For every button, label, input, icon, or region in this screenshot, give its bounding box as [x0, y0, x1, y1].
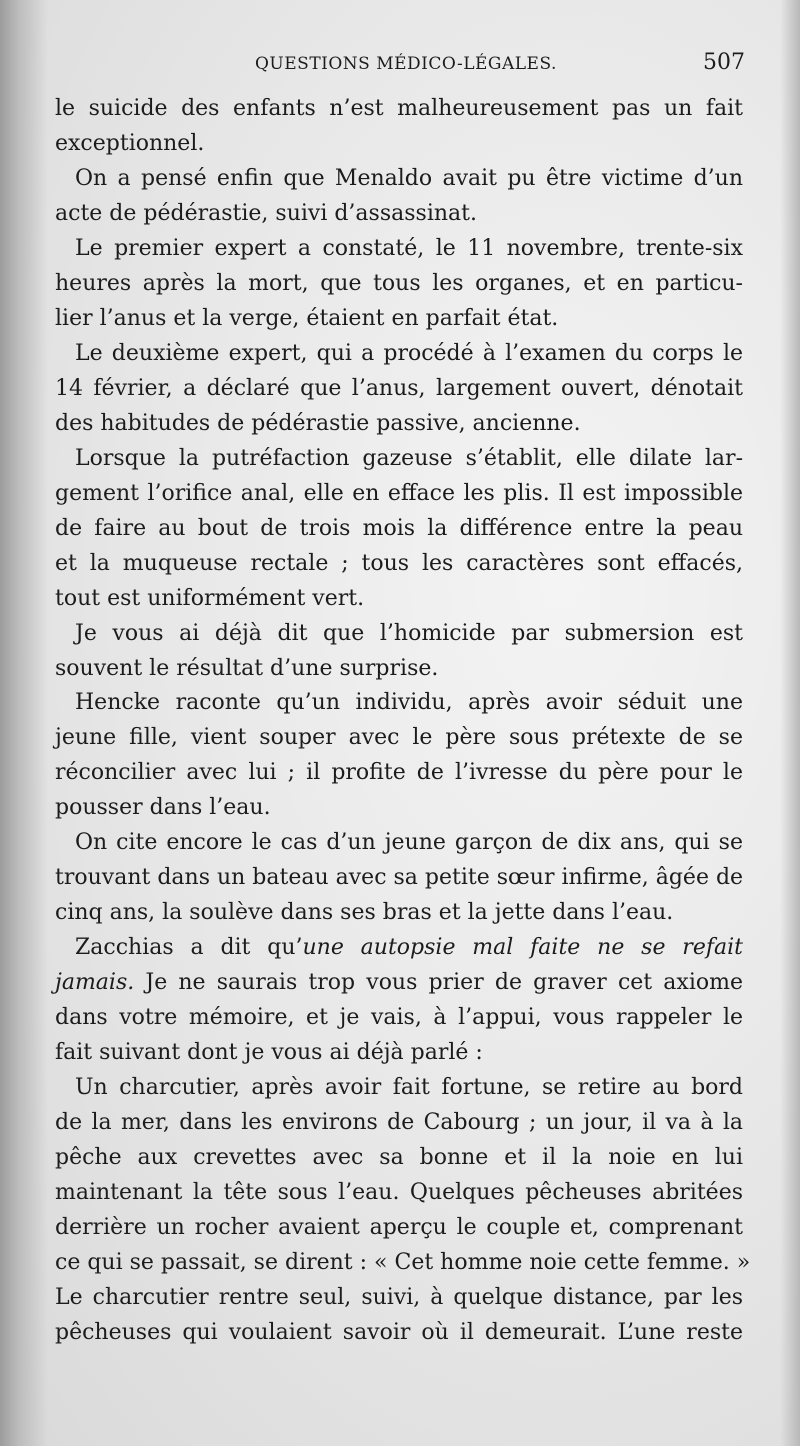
text-line: Le premier expert a constaté, le 11 novembre, trente-six [75, 235, 743, 261]
running-title: QUESTIONS MÉDICO-LÉGALES. [255, 54, 557, 74]
text-line: Un charcutier, après avoir fait fortune, se retire au bord [75, 1075, 743, 1101]
text-line: heures après la mort, que tous les organes, et en particu- [55, 270, 743, 296]
text-line: ce qui se passait, se dirent : « Cet homme noie cette femme. » [55, 1249, 751, 1275]
text-line: Hencke raconte qu’un individu, après avoir séduit une [75, 690, 743, 716]
page-edge-shadow [780, 0, 800, 1446]
text-line: Zacchias a dit qu’une autopsie mal faite ne se refait [75, 935, 743, 961]
text-line: souvent le résultat d’une surprise. [55, 655, 439, 681]
text-line: de faire au bout de trois mois la différence entre la peau [55, 515, 743, 541]
italic-quote: une autopsie mal faite ne se refait [302, 935, 743, 961]
text-line: et la muqueuse rectale ; tous les caractères sont effacés, [55, 550, 743, 576]
text-line: acte de pédérastie, suivi d’assassinat. [55, 200, 477, 226]
text-line: le suicide des enfants n’est malheureusement pas un fait [55, 96, 743, 121]
text-line: des habitudes de pédérastie passive, ancienne. [55, 410, 581, 436]
page-number: 507 [703, 50, 745, 75]
text-line: pêche aux crevettes avec sa bonne et il la noie en lui [55, 1145, 743, 1171]
text-line: gement l’orifice anal, elle en efface les plis. Il est impossible [55, 480, 743, 506]
text-line: dans votre mémoire, et je vais, à l’appui, vous rappeler le [55, 1005, 743, 1031]
text-line: de la mer, dans les environs de Cabourg ; un jour, il va à la [55, 1110, 743, 1136]
text-line: jeune fille, vient souper avec le père sous prétexte de se [55, 725, 743, 751]
text-line: réconcilier avec lui ; il profite de l’ivresse du père pour le [55, 760, 743, 786]
text-line: trouvant dans un bateau avec sa petite sœur infirme, âgée de [55, 865, 744, 891]
text-line: lier l’anus et la verge, étaient en parfait état. [55, 305, 559, 331]
text-line: Le deuxième expert, qui a procédé à l’examen du corps le [75, 340, 743, 366]
text-line: On cite encore le cas d’un jeune garçon de dix ans, qui se [75, 830, 743, 856]
text-line: On a pensé enfin que Menaldo avait pu être victime d’un [75, 165, 743, 191]
text-line: Lorsque la putréfaction gazeuse s’établit, elle dilate lar- [75, 445, 743, 471]
text-line: maintenant la tête sous l’eau. Quelques pêcheuses abritées [55, 1180, 743, 1206]
gutter-shadow [0, 0, 48, 1446]
text-line: fait suivant dont je vous ai déjà parlé : [55, 1040, 483, 1066]
text-line: jamais. Je ne saurais trop vous prier de graver cet axiome [55, 970, 743, 996]
italic-quote: jamais. [55, 970, 135, 996]
text-line: pousser dans l’eau. [55, 795, 271, 821]
text-line: exceptionnel. [55, 130, 205, 156]
text-line: 14 février, a déclaré que l’anus, largement ouvert, dénotait [55, 375, 743, 401]
text-line: derrière un rocher avaient aperçu le couple et, comprenant [55, 1215, 743, 1240]
text-line: Je vous ai déjà dit que l’homicide par submersion est [75, 620, 743, 646]
text-line: Le charcutier rentre seul, suivi, à quelque distance, par les [55, 1284, 743, 1310]
text-line: tout est uniformément vert. [55, 585, 365, 611]
body-text [55, 92, 751, 1351]
text-line: cinq ans, la soulève dans ses bras et la jette dans l’eau. [55, 900, 674, 926]
text-line: pêcheuses qui voulaient savoir où il demeurait. L’une reste [55, 1319, 743, 1345]
page-header [0, 50, 800, 84]
